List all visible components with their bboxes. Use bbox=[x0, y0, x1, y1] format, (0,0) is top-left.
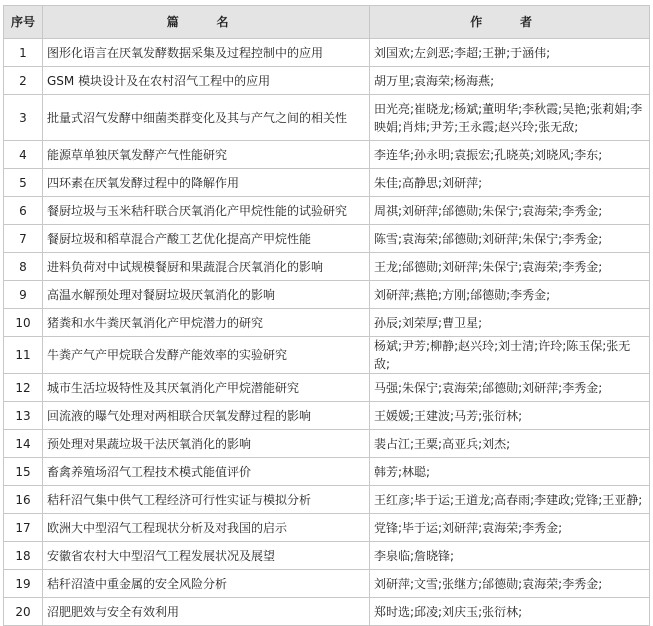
row-authors: 田光亮;崔晓龙;杨斌;董明华;李秋霞;吴艳;张莉娟;李映娟;肖炜;尹芳;王永霞;赵兴玲;张无敌; bbox=[370, 95, 650, 141]
row-authors: 马强;朱保宁;袁海荣;邰德勋;刘研萍;李秀金; bbox=[370, 374, 650, 402]
row-authors: 党锋;毕于运;刘研萍;袁海荣;李秀金; bbox=[370, 514, 650, 542]
row-index: 6 bbox=[4, 197, 43, 225]
row-title: 高温水解预处理对餐厨垃圾厌氧消化的影响 bbox=[43, 281, 370, 309]
row-title: 沼肥肥效与安全有效利用 bbox=[43, 598, 370, 626]
row-index: 5 bbox=[4, 169, 43, 197]
row-title: 四环素在厌氧发酵过程中的降解作用 bbox=[43, 169, 370, 197]
row-index: 14 bbox=[4, 430, 43, 458]
table-body bbox=[4, 39, 650, 626]
row-index: 20 bbox=[4, 598, 43, 626]
row-authors: 刘研萍;文雪;张继方;邰德勋;袁海荣;李秀金; bbox=[370, 570, 650, 598]
table-row bbox=[4, 570, 650, 598]
papers-table bbox=[3, 5, 650, 626]
table-row bbox=[4, 67, 650, 95]
row-authors: 王龙;邰德勋;刘研萍;朱保宁;袁海荣;李秀金; bbox=[370, 253, 650, 281]
row-index: 4 bbox=[4, 141, 43, 169]
row-index: 8 bbox=[4, 253, 43, 281]
row-index: 9 bbox=[4, 281, 43, 309]
row-title: 城市生活垃圾特性及其厌氧消化产甲烷潜能研究 bbox=[43, 374, 370, 402]
row-authors: 裴占江;王粟;高亚兵;刘杰; bbox=[370, 430, 650, 458]
row-index: 3 bbox=[4, 95, 43, 141]
table-row bbox=[4, 337, 650, 374]
table-row bbox=[4, 281, 650, 309]
header-row bbox=[4, 6, 650, 39]
row-index: 12 bbox=[4, 374, 43, 402]
row-index: 16 bbox=[4, 486, 43, 514]
table-row bbox=[4, 374, 650, 402]
table-row bbox=[4, 141, 650, 169]
row-title: 安徽省农村大中型沼气工程发展状况及展望 bbox=[43, 542, 370, 570]
row-title: 欧洲大中型沼气工程现状分析及对我国的启示 bbox=[43, 514, 370, 542]
row-title: 秸秆沼气集中供气工程经济可行性实证与模拟分析 bbox=[43, 486, 370, 514]
row-authors: 李连华;孙永明;袁振宏;孔晓英;刘晓风;李东; bbox=[370, 141, 650, 169]
row-index: 17 bbox=[4, 514, 43, 542]
row-title: 回流液的曝气处理对两相联合厌氧发酵过程的影响 bbox=[43, 402, 370, 430]
row-authors: 李泉临;詹晓锋; bbox=[370, 542, 650, 570]
table-header bbox=[4, 6, 650, 39]
row-authors: 周祺;刘研萍;邰德勋;朱保宁;袁海荣;李秀金; bbox=[370, 197, 650, 225]
table-row bbox=[4, 486, 650, 514]
table-row bbox=[4, 430, 650, 458]
row-index: 1 bbox=[4, 39, 43, 67]
header-index: 序号 bbox=[4, 6, 43, 39]
row-index: 2 bbox=[4, 67, 43, 95]
row-index: 7 bbox=[4, 225, 43, 253]
row-title: GSM 模块设计及在农村沼气工程中的应用 bbox=[43, 67, 370, 95]
row-authors: 刘研萍;燕艳;方刚;邰德勋;李秀金; bbox=[370, 281, 650, 309]
table-row bbox=[4, 95, 650, 141]
row-authors: 陈雪;袁海荣;邰德勋;刘研萍;朱保宁;李秀金; bbox=[370, 225, 650, 253]
row-authors: 刘国欢;左剑恶;李超;王翀;于涵伟; bbox=[370, 39, 650, 67]
table-row bbox=[4, 253, 650, 281]
header-authors: 作 者 bbox=[370, 6, 650, 39]
table-row bbox=[4, 309, 650, 337]
row-title: 牛粪产气产甲烷联合发酵产能效率的实验研究 bbox=[43, 337, 370, 374]
row-title: 能源草单独厌氧发酵产气性能研究 bbox=[43, 141, 370, 169]
row-authors: 朱佳;高静思;刘研萍; bbox=[370, 169, 650, 197]
row-authors: 韩芳;林聪; bbox=[370, 458, 650, 486]
table-row bbox=[4, 197, 650, 225]
table-row bbox=[4, 169, 650, 197]
row-title: 猪粪和水牛粪厌氧消化产甲烷潜力的研究 bbox=[43, 309, 370, 337]
table-row bbox=[4, 225, 650, 253]
row-authors: 胡万里;袁海荣;杨海燕; bbox=[370, 67, 650, 95]
row-authors: 王媛媛;王建波;马芳;张衍林; bbox=[370, 402, 650, 430]
table-row bbox=[4, 402, 650, 430]
row-title: 秸秆沼渣中重金属的安全风险分析 bbox=[43, 570, 370, 598]
row-index: 18 bbox=[4, 542, 43, 570]
row-authors: 孙辰;刘荣厚;曹卫星; bbox=[370, 309, 650, 337]
row-authors: 郑时选;邱凌;刘庆玉;张衍林; bbox=[370, 598, 650, 626]
row-title: 批量式沼气发酵中细菌类群变化及其与产气之间的相关性 bbox=[43, 95, 370, 141]
row-index: 15 bbox=[4, 458, 43, 486]
row-authors: 王红彦;毕于运;王道龙;高春雨;李建政;党锋;王亚静; bbox=[370, 486, 650, 514]
row-title: 餐厨垃圾与玉米秸秆联合厌氧消化产甲烷性能的试验研究 bbox=[43, 197, 370, 225]
table-row bbox=[4, 458, 650, 486]
row-index: 13 bbox=[4, 402, 43, 430]
table-row bbox=[4, 598, 650, 626]
table-row bbox=[4, 39, 650, 67]
row-authors: 杨斌;尹芳;柳静;赵兴玲;刘士清;许玲;陈玉保;张无敌; bbox=[370, 337, 650, 374]
row-title: 预处理对果蔬垃圾干法厌氧消化的影响 bbox=[43, 430, 370, 458]
row-title: 图形化语言在厌氧发酵数据采集及过程控制中的应用 bbox=[43, 39, 370, 67]
row-index: 10 bbox=[4, 309, 43, 337]
row-title: 餐厨垃圾和稻草混合产酸工艺优化提高产甲烷性能 bbox=[43, 225, 370, 253]
row-title: 进料负荷对中试规模餐厨和果蔬混合厌氧消化的影响 bbox=[43, 253, 370, 281]
header-title: 篇 名 bbox=[43, 6, 370, 39]
table-row bbox=[4, 542, 650, 570]
table-row bbox=[4, 514, 650, 542]
row-title: 畜禽养殖场沼气工程技术模式能值评价 bbox=[43, 458, 370, 486]
row-index: 19 bbox=[4, 570, 43, 598]
row-index: 11 bbox=[4, 337, 43, 374]
